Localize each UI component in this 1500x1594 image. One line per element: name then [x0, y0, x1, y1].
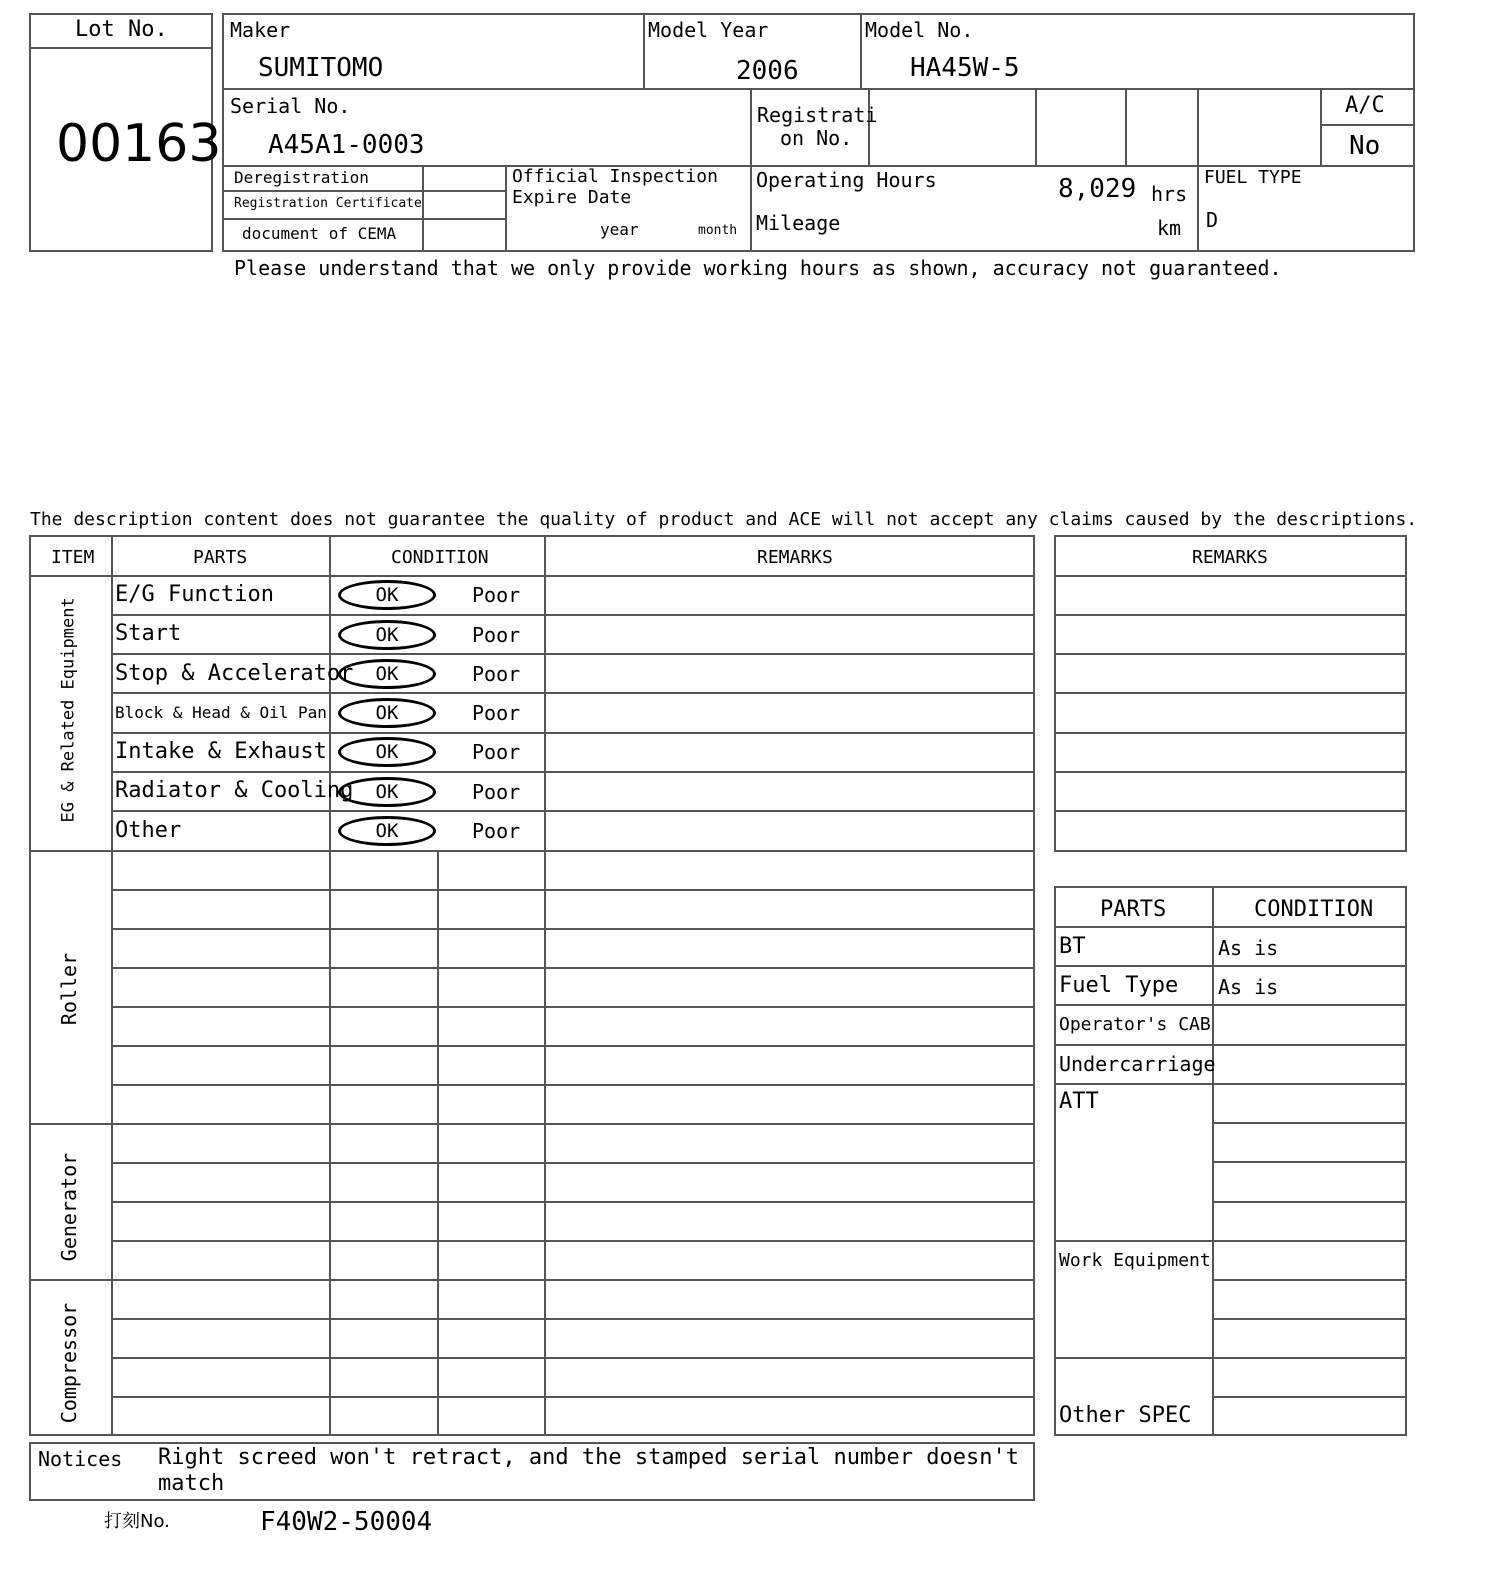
- parts-header: PARTS: [193, 547, 248, 568]
- work-equipment-label: Work Equipment: [1059, 1250, 1211, 1271]
- operating-hours-value: 8,029: [1058, 174, 1137, 204]
- ok-circled-stop-accelerator: OK: [338, 659, 436, 689]
- remarks-header: REMARKS: [757, 547, 833, 568]
- registration-label-line2: on No.: [780, 126, 853, 150]
- poor-other: Poor: [472, 819, 521, 843]
- ok-circled-eg-function: OK: [338, 580, 436, 610]
- notices-text-line2: match: [158, 1471, 225, 1496]
- part-intake-exhaust: Intake & Exhaust: [115, 739, 327, 764]
- row-line: [111, 1318, 1035, 1320]
- att-label: ATT: [1059, 1089, 1099, 1114]
- maker-value: SUMITOMO: [258, 53, 384, 83]
- operating-hours-label: Operating Hours: [756, 168, 937, 192]
- deregistration-label: Deregistration: [234, 168, 369, 187]
- row-line: [1056, 965, 1407, 967]
- poor-intake-exhaust: Poor: [472, 740, 521, 764]
- col-divider-ac: [1320, 88, 1322, 165]
- serial-label: Serial No.: [230, 94, 351, 118]
- row-line: [1212, 1279, 1407, 1281]
- poor-start: Poor: [472, 623, 521, 647]
- row-line: [1056, 1004, 1407, 1006]
- row-line: [1056, 614, 1407, 616]
- part-other: Other: [115, 818, 182, 843]
- row-line: [1056, 771, 1407, 773]
- fuel-type-value: D: [1206, 208, 1219, 232]
- maker-label: Maker: [230, 18, 291, 42]
- parts-condition-condition-header: CONDITION: [1254, 897, 1374, 922]
- model-no-label: Model No.: [865, 18, 974, 42]
- row-line: [111, 1240, 1035, 1242]
- lot-number: 00163: [56, 114, 222, 174]
- row-line: [1056, 732, 1407, 734]
- km-unit: km: [1157, 216, 1182, 240]
- section-line-generator: [31, 1279, 1035, 1281]
- model-year-value: 2006: [736, 56, 799, 86]
- row-line: [1212, 1396, 1407, 1398]
- notices-text-line1: Right screed won't retract, and the stamped serial number doesn't: [158, 1445, 1019, 1470]
- col-item-divider: [111, 537, 113, 1436]
- row-line: [111, 928, 1035, 930]
- row-line: [111, 692, 1035, 694]
- col-divider-serial: [750, 88, 752, 252]
- col-divider-reg2: [1035, 88, 1037, 165]
- model-year-label: Model Year: [648, 18, 769, 42]
- section-label-roller: Roller: [57, 952, 81, 1026]
- col-divider-maker: [643, 13, 645, 90]
- ok-circled-other: OK: [338, 816, 436, 846]
- row-line: [1056, 653, 1407, 655]
- row-line: [1056, 1240, 1407, 1242]
- row-line: [111, 810, 1035, 812]
- row-line: [1212, 1318, 1407, 1320]
- month-label: month: [698, 223, 738, 238]
- right-remarks-header: REMARKS: [1192, 547, 1268, 568]
- col-divider-reg3: [1125, 88, 1127, 165]
- model-no-value: HA45W-5: [910, 53, 1020, 83]
- poor-stop-accelerator: Poor: [472, 662, 521, 686]
- parts-condition-parts-header: PARTS: [1100, 897, 1167, 922]
- header-row-divider: [31, 575, 1035, 577]
- dereg-row-1: [222, 190, 506, 192]
- undercarriage-label: Undercarriage: [1059, 1052, 1216, 1076]
- row-line: [111, 889, 1035, 891]
- fuel-type-row-value: As is: [1218, 975, 1279, 999]
- row-line: [1056, 1083, 1407, 1085]
- row-line: [111, 967, 1035, 969]
- row-line: [111, 1162, 1035, 1164]
- poor-radiator-cooling: Poor: [472, 780, 521, 804]
- dereg-row-2: [222, 218, 506, 220]
- section-line-eg: [31, 850, 1035, 852]
- row-line: [111, 1084, 1035, 1086]
- item-header: ITEM: [51, 547, 95, 568]
- bt-value: As is: [1218, 936, 1279, 960]
- operators-cab-label: Operator's CAB: [1059, 1014, 1211, 1035]
- other-spec-label: Other SPEC: [1059, 1403, 1192, 1428]
- ac-label: A/C: [1345, 93, 1385, 118]
- bt-label: BT: [1059, 934, 1086, 959]
- ac-divider: [1320, 124, 1415, 126]
- ok-circled-block-head: OK: [338, 698, 436, 728]
- row-line: [1056, 1357, 1407, 1359]
- row-line: [111, 653, 1035, 655]
- section-line-roller: [31, 1123, 1035, 1125]
- lot-label: Lot No.: [75, 17, 168, 42]
- row-line: [1056, 692, 1407, 694]
- section-label-generator: Generator: [57, 1152, 81, 1262]
- year-label: year: [600, 220, 639, 239]
- notices-label: Notices: [38, 1447, 123, 1471]
- hrs-unit: hrs: [1151, 182, 1188, 206]
- inspection-label-line1: Official Inspection: [512, 166, 718, 187]
- col-divider-reg4: [1197, 88, 1199, 252]
- ok-circled-radiator-cooling: OK: [338, 777, 436, 807]
- cema-label: document of CEMA: [242, 224, 397, 243]
- col-divider-dereg: [422, 165, 424, 252]
- row-line: [1056, 810, 1407, 812]
- col-divider-year: [860, 13, 862, 90]
- section-label-compressor: Compressor: [57, 1302, 81, 1424]
- serial-value: A45A1-0003: [268, 130, 425, 160]
- row-line: [111, 1201, 1035, 1203]
- row-line: [1212, 1201, 1407, 1203]
- mileage-label: Mileage: [756, 211, 841, 235]
- description-disclaimer: The description content does not guarantee the quality of product and ACE will not accept any claims caused by the descriptions.: [30, 509, 1418, 530]
- row-line: [111, 1396, 1035, 1398]
- condition-header: CONDITION: [391, 547, 489, 568]
- part-radiator-cooling: Radiator & Cooling: [115, 778, 354, 803]
- row-line: [111, 1006, 1035, 1008]
- row-line: [1212, 1161, 1407, 1163]
- row-line: [1212, 1122, 1407, 1124]
- part-stop-accelerator: Stop & Accelerator: [115, 661, 354, 686]
- part-start: Start: [115, 621, 182, 646]
- col-divider-inspection: [505, 165, 507, 252]
- row-line: [111, 1357, 1035, 1359]
- part-block-head-oil-pan: Block & Head & Oil Pan: [115, 703, 327, 722]
- poor-eg-function: Poor: [472, 583, 521, 607]
- hours-disclaimer: Please understand that we only provide working hours as shown, accuracy not guaranteed.: [234, 256, 1282, 280]
- fuel-type-label: FUEL TYPE: [1204, 167, 1302, 188]
- col-poor-divider: [437, 850, 439, 1436]
- stamp-value: F40W2-50004: [260, 1507, 433, 1537]
- ok-circled-intake-exhaust: OK: [338, 737, 436, 767]
- inspection-label-line2: Expire Date: [512, 187, 632, 208]
- fuel-type-row-label: Fuel Type: [1059, 973, 1179, 998]
- inspection-table: [29, 535, 1035, 1436]
- poor-block-head: Poor: [472, 701, 521, 725]
- row-line: [111, 1045, 1035, 1047]
- stamp-label: 打刻No.: [104, 1511, 170, 1532]
- registration-label-line1: Registrati: [757, 103, 878, 127]
- right-remarks-table: [1054, 535, 1407, 852]
- row-line: [1056, 575, 1407, 577]
- part-eg-function: E/G Function: [115, 582, 274, 607]
- row-line: [111, 732, 1035, 734]
- row-divider-1: [222, 88, 1415, 90]
- row-line: [1056, 926, 1407, 928]
- row-line: [1056, 1044, 1407, 1046]
- section-label-eg: EG & Related Equipment: [58, 597, 79, 823]
- registration-certificate-label: Registration Certificate: [234, 196, 422, 211]
- row-line: [111, 614, 1035, 616]
- row-line: [111, 771, 1035, 773]
- ac-value: No: [1349, 131, 1381, 161]
- lot-divider: [29, 47, 213, 49]
- parts-condition-table: [1054, 886, 1407, 1436]
- ok-circled-start: OK: [338, 620, 436, 650]
- col-condition-divider: [544, 537, 546, 1436]
